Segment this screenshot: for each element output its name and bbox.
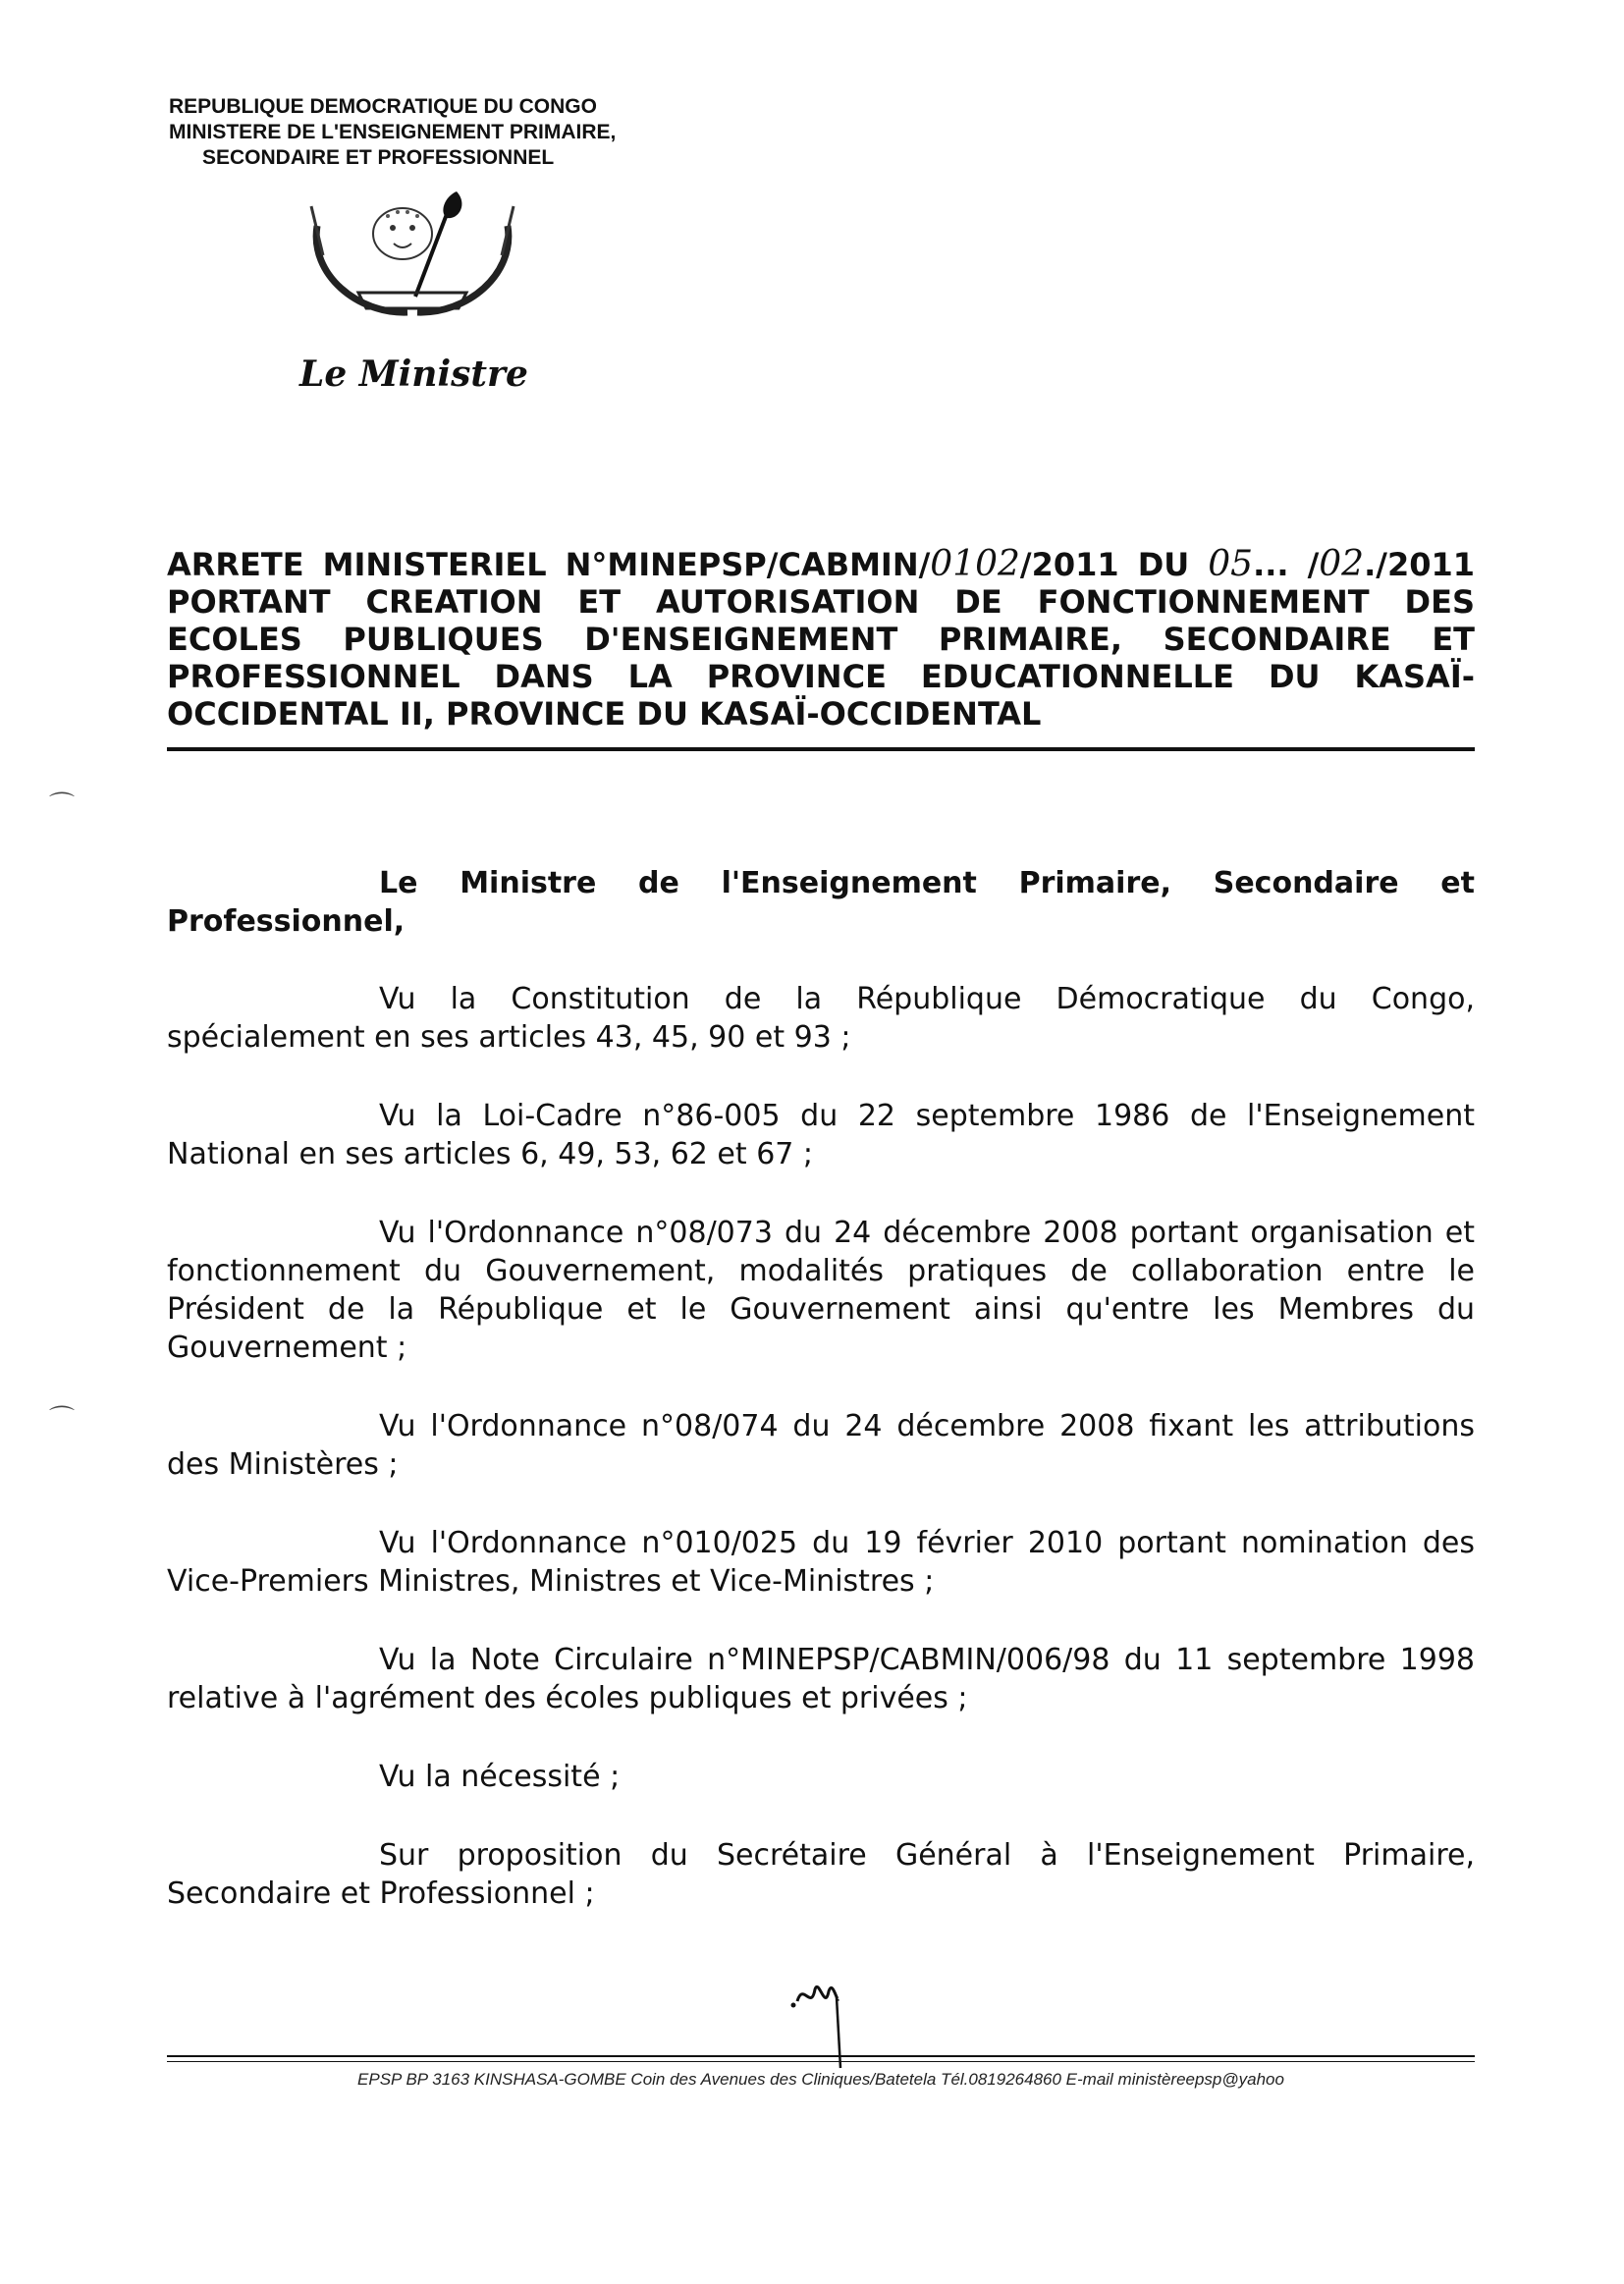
- letterhead-country: REPUBLIQUE DEMOCRATIQUE DU CONGO: [169, 95, 597, 118]
- minister-intro-text: Le Ministre de l'Enseignement Primaire, Secondaire et Professionnel,: [167, 866, 1475, 939]
- preamble-paragraph: Vu l'Ordonnance n°08/073 du 24 décembre 2008 portant organisation et fonctionnement du Gouvernement, modalités pratiques de collaboration entre le Président de la République et le Gouvernement ainsi qu'entre les Membres du Gouvernement ;: [167, 1216, 1475, 1365]
- preamble-paragraph: Vu l'Ordonnance n°010/025 du 19 février 2010 portant nomination des Vice-Premiers Ministres, Ministres et Vice-Ministres ;: [167, 1526, 1475, 1599]
- letterhead: [169, 94, 719, 171]
- preamble-paragraph: Vu la Loi-Cadre n°86-005 du 22 septembre 1986 de l'Enseignement National en ses articles 6, 49, 53, 62 et 67 ;: [167, 1099, 1475, 1171]
- minister-intro: [167, 864, 1475, 941]
- letterhead-ministry: MINISTERE DE L'ENSEIGNEMENT PRIMAIRE,: [169, 121, 617, 143]
- decree-number-prefix: ARRETE MINISTERIEL N°MINEPSP/CABMIN/: [167, 546, 931, 583]
- coat-of-arms-icon: [299, 187, 525, 334]
- footer-rule: [167, 2061, 1475, 2062]
- decree-subject: PORTANT CREATION ET AUTORISATION DE FONCTIONNEMENT DES ECOLES PUBLIQUES D'ENSEIGNEMENT PRIMAIRE, SECONDAIRE ET PROFESSIONNEL DANS LA PROVINCE EDUCATIONNELLE DU KASAÏ-OCCIDENTAL II, PROVINCE DU KASAÏ-OCCIDENTAL: [167, 583, 1475, 733]
- minister-signature-heading: Le Ministre: [299, 353, 528, 395]
- scan-artifact: ⌒: [49, 791, 76, 821]
- title-underline: [167, 747, 1475, 751]
- decree-date-year: ./2011: [1364, 546, 1475, 583]
- letterhead-ministry-cont: SECONDAIRE ET PROFESSIONNEL: [202, 146, 555, 169]
- preamble-paragraph: Sur proposition du Secrétaire Général à l'Enseignement Primaire, Secondaire et Professionnel ;: [167, 1838, 1475, 1911]
- preamble-paragraph: Vu la Note Circulaire n°MINEPSP/CABMIN/006/98 du 11 septembre 1998 relative à l'agrément des écoles publiques et privées ;: [167, 1643, 1475, 1715]
- footer-rule: [167, 2055, 1475, 2057]
- preamble-paragraph: Vu l'Ordonnance n°08/074 du 24 décembre 2008 fixant les attributions des Ministères ;: [167, 1409, 1475, 1482]
- scan-artifact: ⌒: [49, 1405, 76, 1435]
- decree-year: /2011 DU: [1019, 546, 1190, 583]
- decree-number-handwritten: 0102: [930, 544, 1020, 584]
- decree-title: [167, 546, 1475, 733]
- decree-day-handwritten: 05: [1208, 544, 1254, 584]
- preamble: [167, 980, 1475, 1953]
- footer-address: EPSP BP 3163 KINSHASA-GOMBE Coin des Avenues des Cliniques/Batetela Tél.0819264860 E-mail ministèreepsp@yahoo: [357, 2070, 1284, 2089]
- decree-month-handwritten: 02: [1319, 544, 1365, 584]
- preamble-paragraph: Vu la nécessité ;: [379, 1760, 621, 1794]
- decree-date-separator: ... /: [1253, 546, 1320, 583]
- preamble-paragraph: Vu la Constitution de la République Démocratique du Congo, spécialement en ses articles 43, 45, 90 et 93 ;: [167, 982, 1475, 1055]
